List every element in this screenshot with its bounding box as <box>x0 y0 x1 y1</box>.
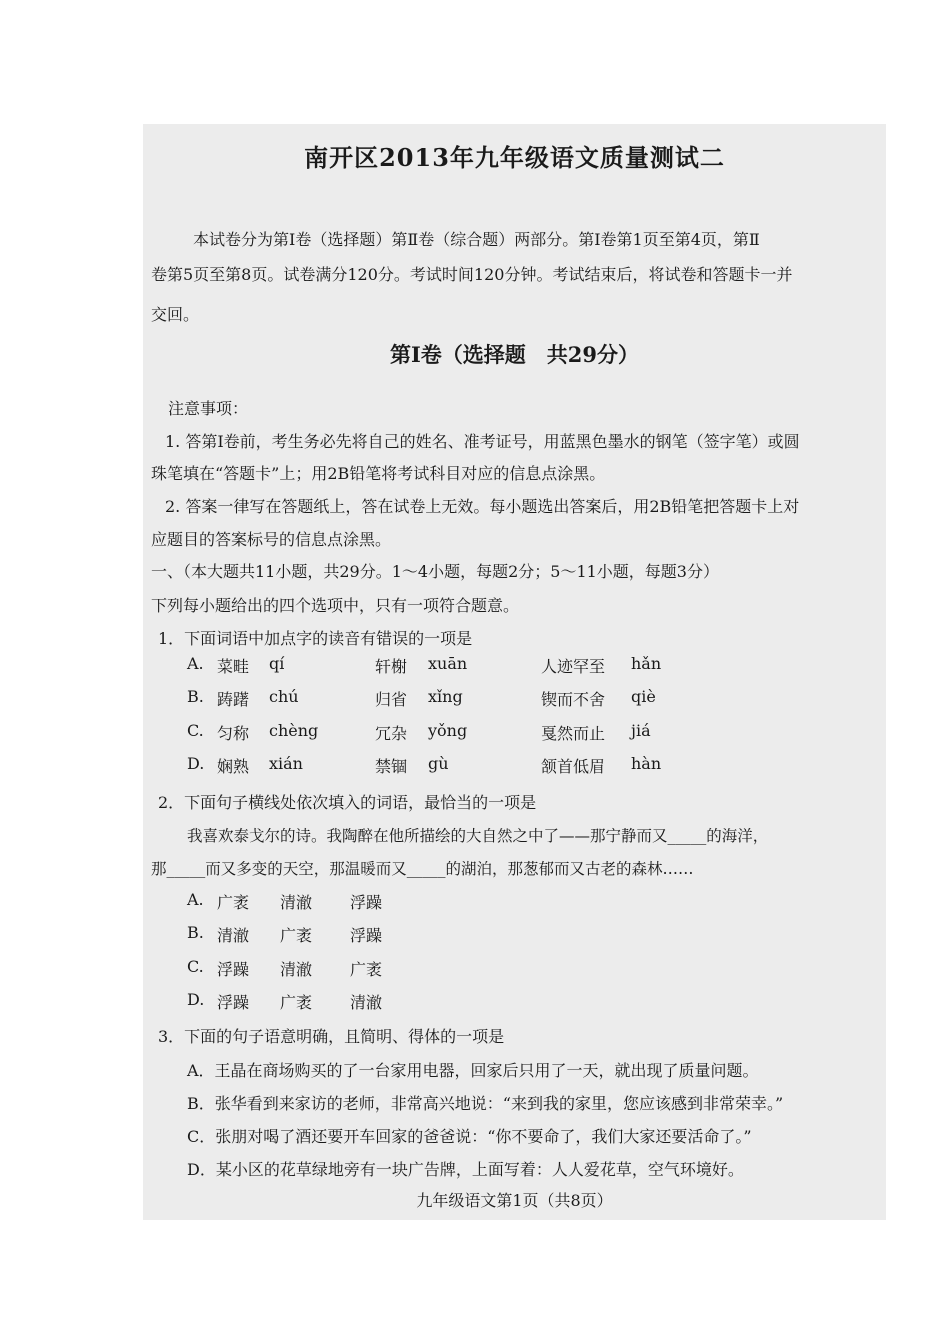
notice-item-1b: 珠笔填在“答题卡”上；用2B铅笔将考试科目对应的信息点涂黑。 <box>151 464 606 483</box>
section-title: 第Ⅰ卷（选择题 共29分） <box>389 342 640 367</box>
page-footer: 九年级语文第1页（共8页） <box>416 1191 613 1210</box>
option-word: 广袤 <box>280 926 313 945</box>
notice-item-2a: 2. 答案一律写在答题纸上，答在试卷上无效。每小题选出答案后，用2B铅笔把答题卡上对 <box>165 497 800 516</box>
q3-option-b: B．张华看到来家访的老师，非常高兴地说：“来到我的家里，您应该感到非常荣幸。” <box>187 1094 784 1113</box>
option-word: 广袤 <box>280 993 313 1012</box>
option-pinyin: jiá <box>631 721 651 740</box>
q2-sentence-b: 那_____而又多变的天空，那温暖而又_____的湖泊，那葱郁而又古老的森林…… <box>151 860 694 878</box>
option-word: 踌躇 <box>217 690 250 709</box>
exam-page <box>143 124 886 1220</box>
option-word: 颔首低眉 <box>541 757 606 776</box>
option-word: 广袤 <box>217 893 250 912</box>
option-word: 浮躁 <box>217 993 250 1012</box>
notice-item-1a: 1. 答第Ⅰ卷前，考生务必先将自己的姓名、准考证号，用蓝黑色墨水的钢笔（签字笔）或圆 <box>165 432 800 451</box>
option-pinyin: hǎn <box>631 654 662 673</box>
option-pinyin: qí <box>269 654 285 673</box>
q1-stem: 1．下面词语中加点字的读音有错误的一项是 <box>158 629 473 648</box>
q2-stem: 2．下面句子横线处依次填入的词语，最恰当的一项是 <box>158 793 537 812</box>
part1-instruction: 下列每小题给出的四个选项中，只有一项符合题意。 <box>151 596 520 615</box>
option-letter: D. <box>187 990 205 1009</box>
option-pinyin: chú <box>269 687 299 706</box>
q3-option-d: D．某小区的花草绿地旁有一块广告牌，上面写着：人人爱花草，空气环境好。 <box>187 1160 744 1179</box>
q3-option-c: C．张朋对喝了酒还要开车回家的爸爸说：“你不要命了，我们大家还要活命了。” <box>187 1127 752 1146</box>
option-pinyin: gù <box>428 754 449 773</box>
option-word: 清澈 <box>350 993 383 1012</box>
option-pinyin: hàn <box>631 754 662 773</box>
q3-option-a: A．王晶在商场购买的了一台家用电器，回家后只用了一天，就出现了质量问题。 <box>187 1061 759 1080</box>
intro-line-2: 卷第5页至第8页。试卷满分120分。考试时间120分钟。考试结束后，将试卷和答题卡一并 <box>151 265 793 284</box>
option-word: 轩榭 <box>375 657 408 676</box>
option-pinyin: xǐng <box>428 687 463 706</box>
option-word: 归省 <box>375 690 408 709</box>
option-word: 娴熟 <box>217 757 250 776</box>
intro-line-1: 本试卷分为第Ⅰ卷（选择题）第Ⅱ卷（综合题）两部分。第Ⅰ卷第1页至第4页，第Ⅱ <box>193 230 760 249</box>
option-letter: B. <box>187 923 204 942</box>
intro-line-3: 交回。 <box>151 305 200 324</box>
option-word: 戛然而止 <box>541 724 606 743</box>
option-pinyin: qiè <box>631 687 656 706</box>
option-letter: A. <box>187 654 204 673</box>
notice-item-2b: 应题目的答案标号的信息点涂黑。 <box>151 530 392 549</box>
option-letter: C. <box>187 721 204 740</box>
option-pinyin: chèng <box>269 721 319 740</box>
option-word: 浮躁 <box>350 926 383 945</box>
option-pinyin: xián <box>269 754 303 773</box>
option-word: 广袤 <box>350 960 383 979</box>
q2-sentence-a: 我喜欢泰戈尔的诗。我陶醉在他所描绘的大自然之中了——那宁静而又_____的海洋， <box>187 827 769 845</box>
notice-heading: 注意事项： <box>168 399 249 418</box>
option-word: 冗杂 <box>375 724 408 743</box>
option-word: 清澈 <box>280 893 313 912</box>
option-word: 匀称 <box>217 724 250 743</box>
option-word: 菜畦 <box>217 657 250 676</box>
option-word: 人迹罕至 <box>541 657 606 676</box>
option-pinyin: yǒng <box>428 721 468 740</box>
option-pinyin: xuān <box>428 654 468 673</box>
exam-title: 南开区2013年九年级语文质量测试二 <box>304 143 725 172</box>
option-letter: D. <box>187 754 205 773</box>
option-letter: B. <box>187 687 204 706</box>
option-letter: A. <box>187 890 204 909</box>
option-word: 清澈 <box>217 926 250 945</box>
option-word: 浮躁 <box>350 893 383 912</box>
q3-stem: 3．下面的句子语意明确，且简明、得体的一项是 <box>158 1027 505 1046</box>
option-word: 禁锢 <box>375 757 408 776</box>
part1-heading: 一、（本大题共11小题，共29分。1～4小题，每题2分；5～11小题，每题3分） <box>151 562 719 581</box>
option-word: 锲而不舍 <box>541 690 606 709</box>
option-letter: C. <box>187 957 204 976</box>
option-word: 浮躁 <box>217 960 250 979</box>
option-word: 清澈 <box>280 960 313 979</box>
